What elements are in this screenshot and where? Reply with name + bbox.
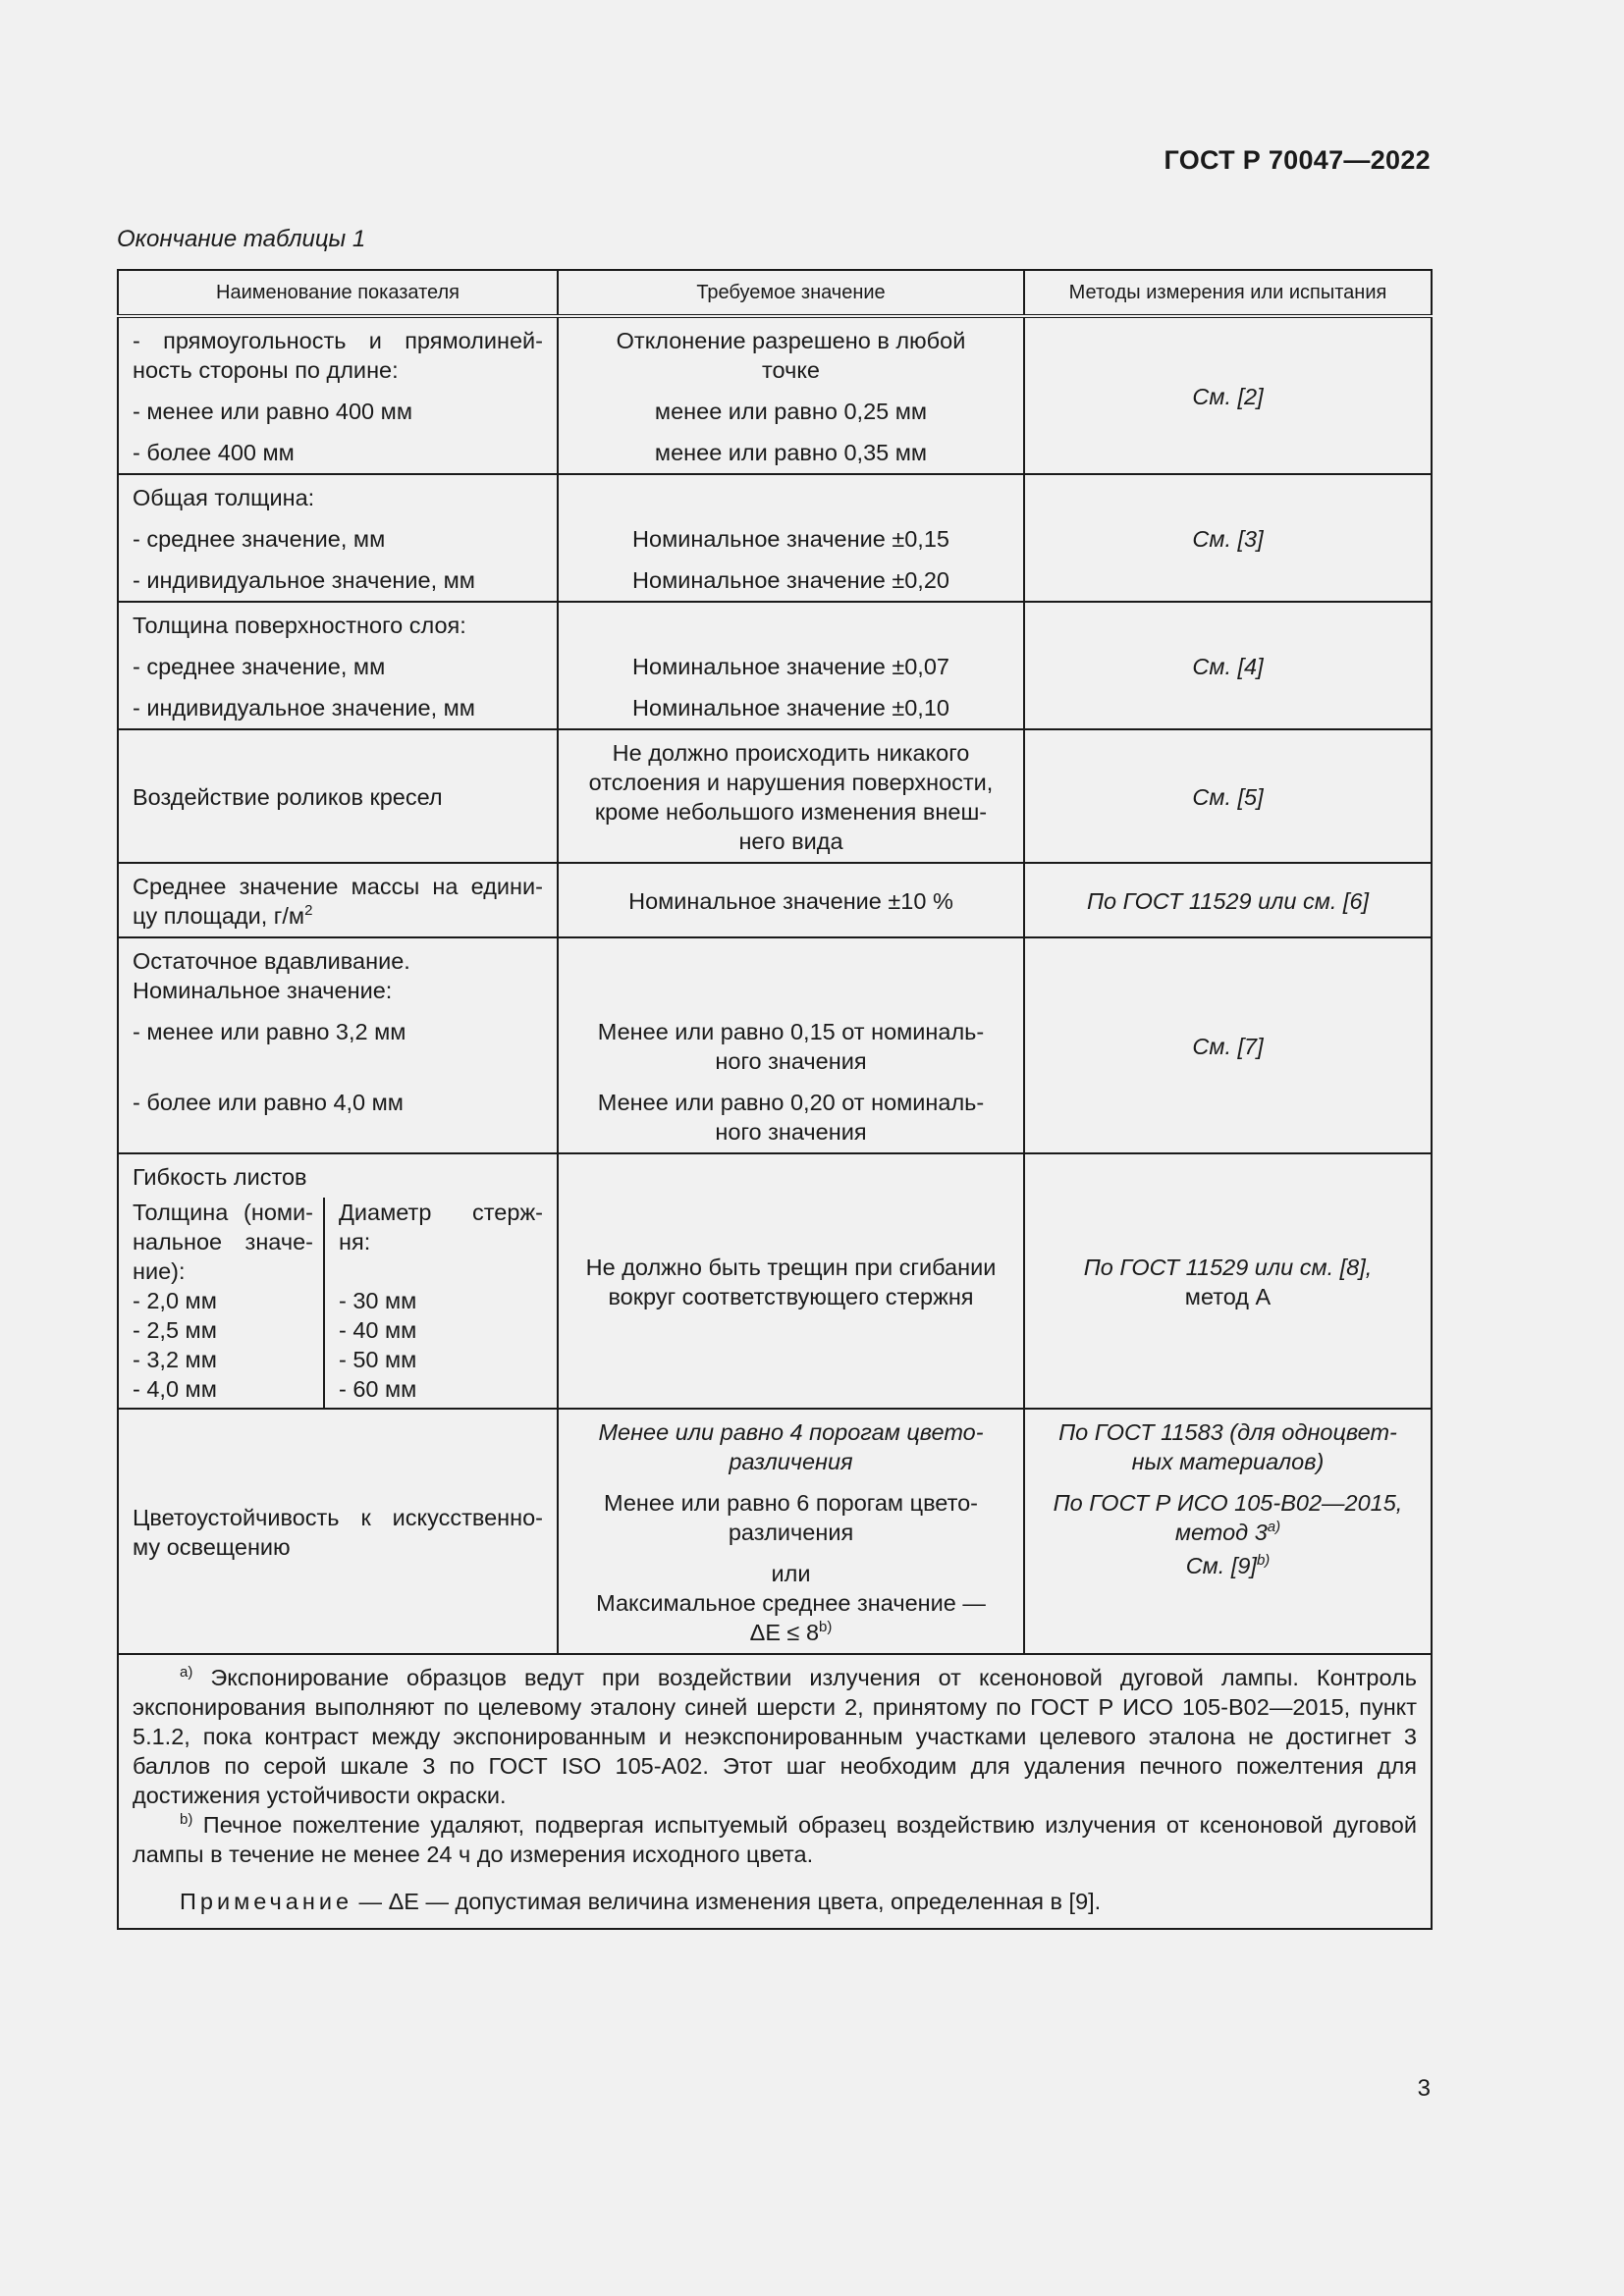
row-text-with-sup bbox=[1041, 1518, 1415, 1547]
header-required-value: Требуемое значение bbox=[558, 270, 1024, 316]
table-row bbox=[118, 729, 1432, 863]
row-text: - 2,5 мм bbox=[133, 1317, 217, 1343]
row-text: - 3,2 мм bbox=[133, 1347, 217, 1372]
note-text: — ΔE — допустимая величина изменения цвета, определенная в [9]. bbox=[352, 1889, 1102, 1914]
footnote-text: Экспонирование образцов ведут при воздействии излучения от ксеноновой дуговой лампы. Контроль экспонирования выполняют по целевому эталону синей шерсти 2, принятому по ГОСТ Р ИСО 105-В02—2015, пункт 5.1.2, пока контраст между экспонированным и неэкспонированным участками целевого эталона не достигнет 3 баллов по серой шкале 3 по ГОСТ ISO 105-А02. Этот шаг необходим для удаления печного пожелтения для достижения устойчивости окраски. bbox=[133, 1665, 1418, 1808]
row-text: - 50 мм bbox=[339, 1347, 417, 1372]
footnotes-row bbox=[118, 1654, 1432, 1929]
row-text: него вида bbox=[738, 828, 843, 854]
row-name-cell bbox=[118, 1409, 558, 1654]
row-method-cell: См. [7] bbox=[1024, 937, 1432, 1153]
footnotes-cell bbox=[118, 1654, 1432, 1929]
table-caption: Окончание таблицы 1 bbox=[117, 226, 366, 252]
table-row bbox=[118, 937, 1432, 1153]
row-name-cell: Воздействие роликов кресел bbox=[118, 729, 558, 863]
row-value-cell bbox=[558, 729, 1024, 863]
row-text: - индивидуальное значение, мм bbox=[133, 567, 475, 593]
row-text: метод 3 bbox=[1174, 1520, 1268, 1545]
row-text: Менее или равно 4 порогам цвето- bbox=[598, 1419, 984, 1445]
row-value-cell bbox=[558, 1153, 1024, 1409]
row-text: - более 400 мм bbox=[133, 440, 295, 465]
row-text: цу площади, г/м bbox=[133, 903, 305, 929]
superscript: 2 bbox=[304, 902, 313, 919]
row-text: - менее или равно 400 мм bbox=[133, 399, 412, 424]
table-row bbox=[118, 863, 1432, 937]
row-value-cell bbox=[558, 937, 1024, 1153]
row-text: Среднее значение массы на едини- bbox=[133, 874, 543, 899]
row-method-cell bbox=[1024, 1409, 1432, 1654]
row-text: метод А bbox=[1184, 1284, 1272, 1309]
row-text: По ГОСТ 11583 (для одноцвет- bbox=[1058, 1419, 1397, 1445]
footnote-text: Печное пожелтение удаляют, подвергая испытуемый образец воздействию излучения от ксеноновой дуговой лампы в течение не менее 24 ч до измерения исходного цвета. bbox=[133, 1812, 1418, 1867]
row-text: - среднее значение, мм bbox=[133, 654, 386, 679]
row-text: Менее или равно 0,15 от номиналь- bbox=[597, 1019, 985, 1044]
rod-diameter-column bbox=[325, 1198, 557, 1408]
row-text-with-sup bbox=[133, 901, 543, 931]
row-value-cell bbox=[558, 602, 1024, 729]
row-text: - менее или равно 3,2 мм bbox=[133, 1019, 406, 1044]
row-value-cell: Номинальное значение ±10 % bbox=[558, 863, 1024, 937]
row-name-cell bbox=[118, 1153, 558, 1409]
footnote-mark: a) bbox=[180, 1664, 193, 1681]
row-method-cell: По ГОСТ 11529 или см. [6] bbox=[1024, 863, 1432, 937]
row-text: - более или равно 4,0 мм bbox=[133, 1090, 404, 1115]
row-name-cell bbox=[118, 474, 558, 602]
row-text: Диаметр стерж- bbox=[339, 1200, 543, 1225]
row-text: различения bbox=[729, 1449, 853, 1474]
row-value-cell bbox=[558, 474, 1024, 602]
row-text: ние): bbox=[133, 1258, 186, 1284]
thickness-column bbox=[119, 1198, 325, 1408]
row-text: Гибкость листов bbox=[133, 1164, 307, 1190]
table-header-row bbox=[118, 270, 1432, 316]
row-text: ного значения bbox=[715, 1048, 867, 1074]
row-name-cell bbox=[118, 316, 558, 474]
row-text-with-sup bbox=[1041, 1551, 1415, 1580]
row-text: или bbox=[771, 1561, 811, 1586]
footnote-mark: b) bbox=[180, 1811, 193, 1828]
table-row bbox=[118, 602, 1432, 729]
row-text: По ГОСТ 11529 или см. [8], bbox=[1083, 1255, 1373, 1280]
superscript: b) bbox=[1256, 1552, 1271, 1569]
row-text: Менее или равно 6 порогам цвето- bbox=[604, 1490, 978, 1516]
row-text: Отклонение разрешено в любой bbox=[616, 328, 966, 353]
row-text: - 4,0 мм bbox=[133, 1376, 217, 1402]
row-text: Номинальное значение ±0,15 bbox=[632, 526, 949, 552]
row-text: Толщина поверхностного слоя: bbox=[133, 613, 466, 638]
row-method-cell bbox=[1024, 1153, 1432, 1409]
row-text: Не должно происходить никакого bbox=[612, 740, 970, 766]
table-row bbox=[118, 316, 1432, 474]
row-text: вокруг соответствующего стержня bbox=[608, 1284, 974, 1309]
superscript: a) bbox=[1267, 1519, 1281, 1535]
row-text: Номинальное значение: bbox=[133, 978, 393, 1003]
row-text: ного значения bbox=[715, 1119, 867, 1145]
row-text: Менее или равно 0,20 от номиналь- bbox=[597, 1090, 985, 1115]
row-text: Общая толщина: bbox=[133, 485, 315, 510]
row-text: ных материалов) bbox=[1131, 1449, 1325, 1474]
table-row bbox=[118, 1153, 1432, 1409]
row-text: кроме небольшого изменения внеш- bbox=[594, 799, 988, 825]
footnote-b bbox=[133, 1810, 1417, 1869]
row-text: нальное значе- bbox=[133, 1229, 313, 1255]
footnote-a bbox=[133, 1663, 1417, 1810]
row-text: ность стороны по длине: bbox=[133, 357, 399, 383]
row-text: - среднее значение, мм bbox=[133, 526, 386, 552]
row-text: ня: bbox=[339, 1229, 371, 1255]
row-text: Не должно быть трещин при сгибании bbox=[585, 1255, 997, 1280]
row-text: - 2,0 мм bbox=[133, 1288, 217, 1313]
row-text: Максимальное среднее значение — bbox=[596, 1590, 986, 1616]
row-method-cell: См. [5] bbox=[1024, 729, 1432, 863]
row-text: - прямоугольность и прямолиней- bbox=[133, 328, 543, 353]
row-text: ΔE ≤ 8 bbox=[749, 1620, 820, 1645]
row-text: - 30 мм bbox=[339, 1288, 417, 1313]
row-text: различения bbox=[728, 1520, 854, 1545]
row-text: См. [9] bbox=[1185, 1553, 1257, 1578]
row-name-cell bbox=[118, 937, 558, 1153]
table-row bbox=[118, 474, 1432, 602]
header-indicator-name: Наименование показателя bbox=[118, 270, 558, 316]
row-method-cell: См. [4] bbox=[1024, 602, 1432, 729]
row-text: - 40 мм bbox=[339, 1317, 417, 1343]
table-row bbox=[118, 1409, 1432, 1654]
row-name-cell bbox=[118, 863, 558, 937]
header-test-methods: Методы измерения или испытания bbox=[1024, 270, 1432, 316]
table-note bbox=[133, 1887, 1417, 1916]
row-text: - 60 мм bbox=[339, 1376, 417, 1402]
row-text: По ГОСТ Р ИСО 105-В02—2015, bbox=[1053, 1490, 1403, 1516]
row-text: отслоения и нарушения поверхности, bbox=[588, 770, 994, 795]
row-text: Толщина (номи- bbox=[133, 1200, 313, 1225]
row-method-cell: См. [2] bbox=[1024, 316, 1432, 474]
row-name-cell bbox=[118, 602, 558, 729]
row-text: Цветоустойчивость к искусственно- bbox=[133, 1505, 543, 1530]
row-text: - индивидуальное значение, мм bbox=[133, 695, 475, 721]
row-value-cell bbox=[558, 316, 1024, 474]
page-number: 3 bbox=[1417, 2075, 1431, 2102]
row-text: Номинальное значение ±0,07 bbox=[632, 654, 949, 679]
row-text: Номинальное значение ±0,10 bbox=[632, 695, 949, 721]
specification-table bbox=[117, 269, 1433, 1930]
superscript: b) bbox=[819, 1619, 833, 1635]
row-text: менее или равно 0,25 мм bbox=[654, 399, 928, 424]
row-text: Номинальное значение ±0,20 bbox=[632, 567, 949, 593]
row-text: менее или равно 0,35 мм bbox=[654, 440, 928, 465]
row-text: му освещению bbox=[133, 1534, 291, 1560]
row-text-with-sup bbox=[574, 1618, 1007, 1647]
row-text: Остаточное вдавливание. bbox=[133, 948, 410, 974]
note-label: Примечание bbox=[180, 1889, 353, 1914]
row-method-cell: См. [3] bbox=[1024, 474, 1432, 602]
row-text: точке bbox=[762, 357, 820, 383]
row-value-cell bbox=[558, 1409, 1024, 1654]
document-code: ГОСТ Р 70047—2022 bbox=[1164, 145, 1431, 175]
flexibility-subtable bbox=[119, 1198, 557, 1408]
